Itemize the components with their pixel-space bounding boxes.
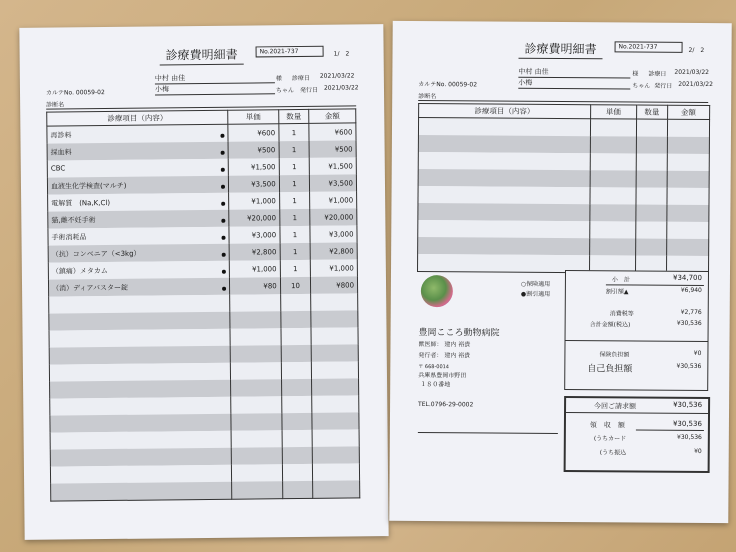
item-name: （抗）コンベニア（<3kg） [51,249,141,259]
qty-cell: 1 [279,209,310,226]
page-number: 1/ 2 [333,50,350,58]
discount-dot-icon [222,269,226,273]
discount-dot-icon [222,252,226,256]
owner-name: 中村 由佳 [155,72,275,84]
header-amount: 金額 [667,105,710,119]
empty-row [418,135,709,154]
empty-row [418,237,709,256]
total-label: 合計金額(税込) [589,321,631,329]
invoice-page-2 [389,21,731,523]
legend-insurance: ○保険適用 [520,280,551,288]
visit-date: 2021/03/22 [319,72,355,80]
price-cell: ¥1,000 [229,260,280,278]
price-cell: ¥3,500 [228,175,279,193]
card-label: (うちカード [593,435,627,443]
header-item: 診療項目（内容） [419,104,591,119]
price-cell: ¥20,000 [229,209,280,227]
page-title: 診療費明細書 [518,40,602,60]
header-amount: 金額 [309,109,356,123]
tax-label: 消費税等 [609,310,634,318]
vet-label: 獣医師： [418,341,443,349]
line-items-table [417,103,710,274]
issue-date-label: 発行日 [654,82,673,90]
discount-label: 割引額▲ [605,288,629,296]
discount-dot-icon [221,218,225,222]
discount-dot-icon [222,286,226,290]
discount-dot-icon [221,133,225,137]
owner-name: 中村 由佳 [518,67,630,79]
chart-number: カルテNo. 00059-02 [45,89,105,97]
clinic-logo [421,275,453,307]
diagnosis-label: 診断名 [418,91,708,103]
price-cell: ¥3,000 [229,226,280,244]
empty-row [418,203,709,222]
total-value: ¥30,536 [676,319,702,327]
price-cell: ¥1,000 [229,192,280,210]
document-number: No.2021-737 [615,41,683,52]
chart-number: カルテNo. 00059-02 [418,81,478,89]
owner-suffix: 様 [632,70,639,78]
item-cell [48,210,229,229]
tax-value: ¥2,776 [680,308,702,316]
qty-cell: 1 [279,123,310,141]
item-name: 猫,雌不妊手術 [51,215,96,225]
qty-cell: 1 [279,141,310,158]
discount-dot-icon [221,150,225,154]
pet-suffix: ちゃん [275,87,295,95]
address-line-2: １８０番地 [420,381,451,389]
empty-row [51,480,360,501]
item-cell [48,227,229,246]
qty-cell: 10 [280,277,311,294]
vet-name: 建内 裕貴 [444,341,471,349]
item-name: 再診料 [50,130,72,140]
visit-date: 2021/03/22 [674,68,710,77]
qty-cell: 1 [280,226,311,243]
item-name: 血液生化学検査(マルチ) [50,181,127,191]
amount-cell: ¥600 [309,123,356,141]
postal-code: 〒 668-0014 [418,364,450,371]
issue-date: 2021/03/22 [678,80,713,89]
pet-name: 小梅 [155,83,275,95]
amount-cell: ¥1,500 [309,157,356,174]
amount-cell: ¥3,000 [310,225,357,242]
item-name: CBC [50,164,66,173]
qty-cell: 1 [279,158,310,175]
clinic-phone: TEL.0796-29-0002 [418,401,474,409]
amount-cell: ¥1,000 [311,259,358,276]
discount-value: ¥6,940 [680,286,702,294]
visit-date-label: 診療日 [648,70,667,78]
qty-cell: 1 [280,243,311,260]
received-value: ¥30,536 [672,419,702,428]
document-number: No.2021-737 [256,46,324,58]
amount-cell: ¥500 [309,140,356,157]
subtotal-box [565,270,709,343]
amount-cell: ¥3,500 [310,174,357,191]
empty-row [418,169,709,188]
price-cell: ¥600 [228,124,279,142]
header-item: 診療項目（内容） [47,110,228,126]
subtotal-label: 小 計 [611,276,630,284]
billing-value: ¥30,536 [673,400,703,409]
item-name: 手術消耗品 [51,232,87,242]
signature-line [418,432,558,434]
self-pay-label: 自己負担額 [587,364,633,375]
item-name: （鎮痛）メタカム [51,266,108,276]
visit-date-label: 診療日 [291,74,310,83]
price-cell: ¥500 [228,141,279,159]
price-cell: ¥2,800 [229,243,280,261]
item-cell [48,244,229,263]
qty-cell: 1 [279,192,310,209]
discount-dot-icon [222,235,226,239]
clinic-name: 豊岡こころ動物病院 [418,328,500,339]
issuer-name: 建内 裕貴 [444,352,471,360]
price-cell: ¥80 [230,277,281,295]
issuer-label: 発行者： [418,352,443,360]
empty-row [418,152,709,171]
empty-row [418,118,709,138]
card-value: ¥30,536 [677,433,702,441]
pet-name: 小梅 [518,78,630,90]
item-cell [47,176,228,195]
item-cell [47,159,228,178]
amount-cell: ¥800 [311,276,358,293]
issue-date: 2021/03/22 [323,84,359,92]
legend-discount: ●割引適用 [520,290,551,298]
header-qty: 数量 [278,109,309,123]
page-number: 2/ 2 [688,46,705,54]
pet-suffix: ちゃん [632,82,651,90]
qty-cell: 1 [279,175,310,192]
empty-row [418,186,709,205]
item-cell [48,261,229,280]
address-line-1: 兵庫県豊岡市野田 [418,372,467,380]
billing-label: 今回ご請求額 [594,402,637,411]
header-price: 単価 [228,110,279,125]
discount-dot-icon [221,168,225,172]
issue-date-label: 発行日 [299,86,319,94]
diagnosis-label: 診断名 [46,96,356,109]
header-qty: 数量 [637,105,668,119]
billing-box [564,396,711,473]
item-cell [48,278,229,297]
item-name: 採血料 [50,147,72,157]
item-cell [47,124,228,143]
item-cell [48,193,229,212]
header-price: 単価 [590,105,636,119]
transfer-value: ¥0 [694,447,702,455]
subtotal-value: ¥34,700 [672,273,702,282]
qty-cell: 1 [280,260,311,277]
amount-cell: ¥1,000 [310,191,357,208]
received-label: 領 収 額 [589,421,625,430]
amount-cell: ¥20,000 [310,208,357,225]
transfer-label: (うち振込 [599,449,627,457]
discount-dot-icon [221,184,225,188]
discount-dot-icon [221,201,225,205]
price-cell: ¥1,500 [228,158,279,176]
invoice-page-1 [19,24,388,540]
insurance-label: 保険負担額 [599,351,630,359]
empty-row [418,220,709,239]
item-name: （消）ディアバスター錠 [52,283,128,293]
page-title: 診療費明細書 [160,46,244,66]
amount-cell: ¥2,800 [310,242,357,259]
owner-suffix: 様 [275,75,282,83]
item-cell [47,142,228,161]
insurance-value: ¥0 [693,349,702,357]
item-name: 電解質 (Na,K,Cl) [51,198,111,208]
self-pay-value: ¥30,536 [676,362,702,370]
line-items-table [46,108,360,501]
burden-box [564,340,708,391]
